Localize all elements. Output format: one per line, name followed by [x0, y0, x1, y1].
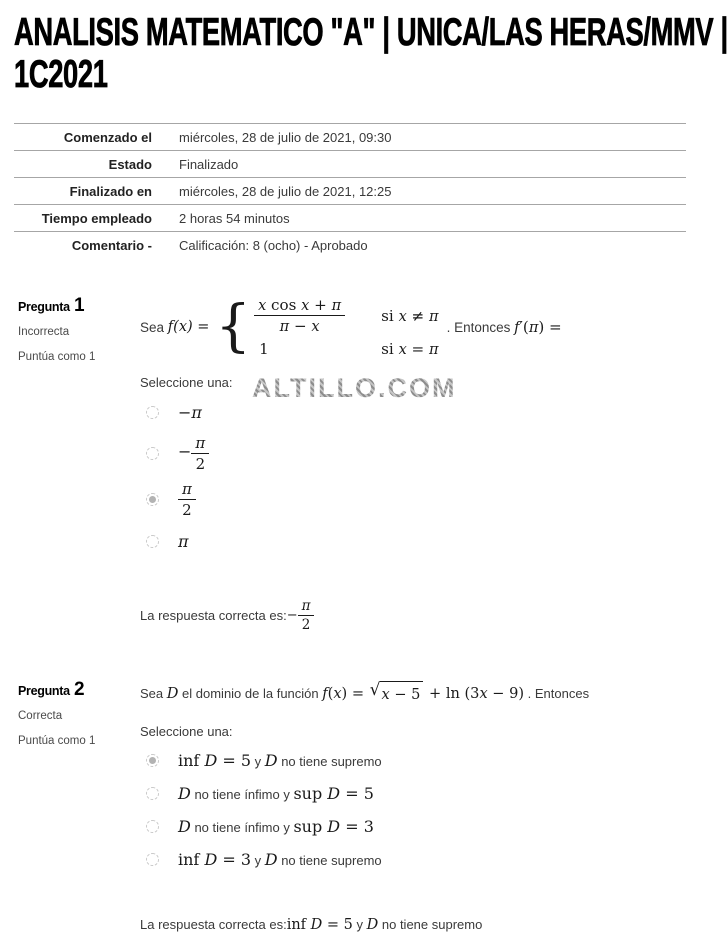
page-title-line1: ANALISIS MATEMATICO "A" | UNICA/LAS HERAS/MMV | [14, 11, 728, 54]
case1-condition: si x ≠ π [381, 306, 439, 325]
q2-lead: Sea D el dominio de la función f(x) = [140, 684, 369, 702]
answer-option[interactable] [140, 816, 686, 838]
answer-option[interactable] [140, 401, 686, 423]
summary-value: 2 horas 54 minutos [179, 210, 290, 226]
radio-button[interactable] [146, 406, 159, 419]
radio-button[interactable] [146, 787, 159, 800]
question-2-state: Correcta [18, 710, 63, 722]
correct-answer-text: inf D = 5 y D no tiene supremo [286, 916, 483, 933]
summary-value: miércoles, 28 de julio de 2021, 09:30 [179, 129, 392, 145]
summary-row-time [14, 205, 686, 232]
fraction: $\frac{\pi}{2}$ [178, 480, 196, 519]
radical-sign: √ [369, 680, 381, 700]
answer-option[interactable] [140, 530, 686, 552]
fraction: $\frac{\text{x cos x + π}}{\pi - x}$ [254, 296, 345, 335]
brace-glyph: { [215, 294, 252, 360]
question-1-content [140, 295, 686, 633]
question-2-content [140, 679, 686, 933]
summary-value: Finalizado [179, 156, 239, 172]
answer-option[interactable] [140, 783, 686, 805]
question-1-state: Incorrecta [18, 326, 70, 338]
piecewise-cases [254, 296, 439, 358]
question-1-text [140, 295, 686, 359]
summary-label: Comenzado el [63, 129, 152, 145]
radio-button[interactable] [146, 535, 159, 548]
answer-option[interactable] [140, 750, 686, 772]
option-label: D no tiene ínfimo y sup D = 5 [178, 784, 374, 804]
question-2-points: Puntúa como 1 [18, 735, 96, 747]
summary-label: Tiempo empleado [41, 210, 152, 226]
answer-option[interactable] [140, 849, 686, 871]
summary-label: Comentario - [71, 237, 152, 253]
question-1 [14, 295, 686, 633]
fraction: $\frac{\pi}{2}$ [298, 598, 315, 633]
question-2-info [14, 679, 140, 933]
q1-fx: f(x) = [167, 319, 210, 335]
correct-answer-label: La respuesta correcta es: [140, 608, 287, 623]
answer-sign: − [286, 608, 298, 623]
q2-options [140, 750, 686, 871]
summary-value: Calificación: 8 (ocho) - Aprobado [179, 237, 368, 253]
q2-tail: + ln (3x − 9) . Entonces [424, 684, 590, 702]
option-label: inf D = 3 y D no tiene supremo [178, 850, 382, 870]
summary-value: miércoles, 28 de julio de 2021, 12:25 [179, 183, 392, 199]
page-title [14, 11, 728, 96]
option-label: π [178, 531, 189, 551]
correct-answer-label: La respuesta correcta es: [140, 917, 287, 933]
select-prompt: Seleccione una: [140, 723, 233, 739]
summary-row-finished [14, 178, 686, 205]
page-title-line2: 1C2021 [14, 53, 108, 96]
attempt-summary-table [14, 123, 686, 258]
q1-intro: Sea [140, 319, 165, 335]
case2-value: 1 [259, 340, 269, 358]
correct-answer [140, 917, 686, 933]
radio-button[interactable] [146, 853, 159, 866]
summary-row-feedback [14, 232, 686, 259]
q1-outro: . Entonces f′(π) = [446, 318, 562, 336]
question-2-number: Pregunta 2 [18, 679, 85, 700]
radio-button[interactable] [146, 447, 159, 460]
option-label: D no tiene ínfimo y sup D = 3 [178, 817, 374, 837]
summary-row-started [14, 124, 686, 151]
select-prompt: Seleccione una: [140, 375, 233, 390]
question-2-text [140, 679, 686, 708]
question-1-number: Pregunta 1 [18, 295, 85, 316]
question-2 [14, 679, 686, 933]
answer-option[interactable] [140, 480, 686, 519]
radio-button[interactable] [146, 493, 159, 506]
q1-options [140, 401, 686, 552]
summary-label: Estado [108, 156, 152, 172]
option-label: −π [178, 402, 202, 422]
option-label: − $\frac{\pi}{2}$ [178, 434, 209, 473]
question-1-info [14, 295, 140, 633]
option-label [178, 480, 196, 519]
correct-answer [140, 598, 686, 633]
answer-option[interactable] [140, 434, 686, 473]
option-label: inf D = 5 y D no tiene supremo [178, 751, 382, 771]
sqrt-expression: √ x − 5 [370, 681, 424, 708]
summary-label: Finalizado en [69, 183, 152, 199]
question-1-points: Puntúa como 1 [18, 351, 96, 363]
summary-row-state [14, 151, 686, 178]
altillo-watermark: ALTILLO.COM [252, 373, 457, 403]
radio-button[interactable] [146, 754, 159, 767]
radio-button[interactable] [146, 820, 159, 833]
case2-condition: si x = π [381, 340, 439, 358]
fraction: $\frac{\pi}{2}$ [191, 434, 209, 473]
